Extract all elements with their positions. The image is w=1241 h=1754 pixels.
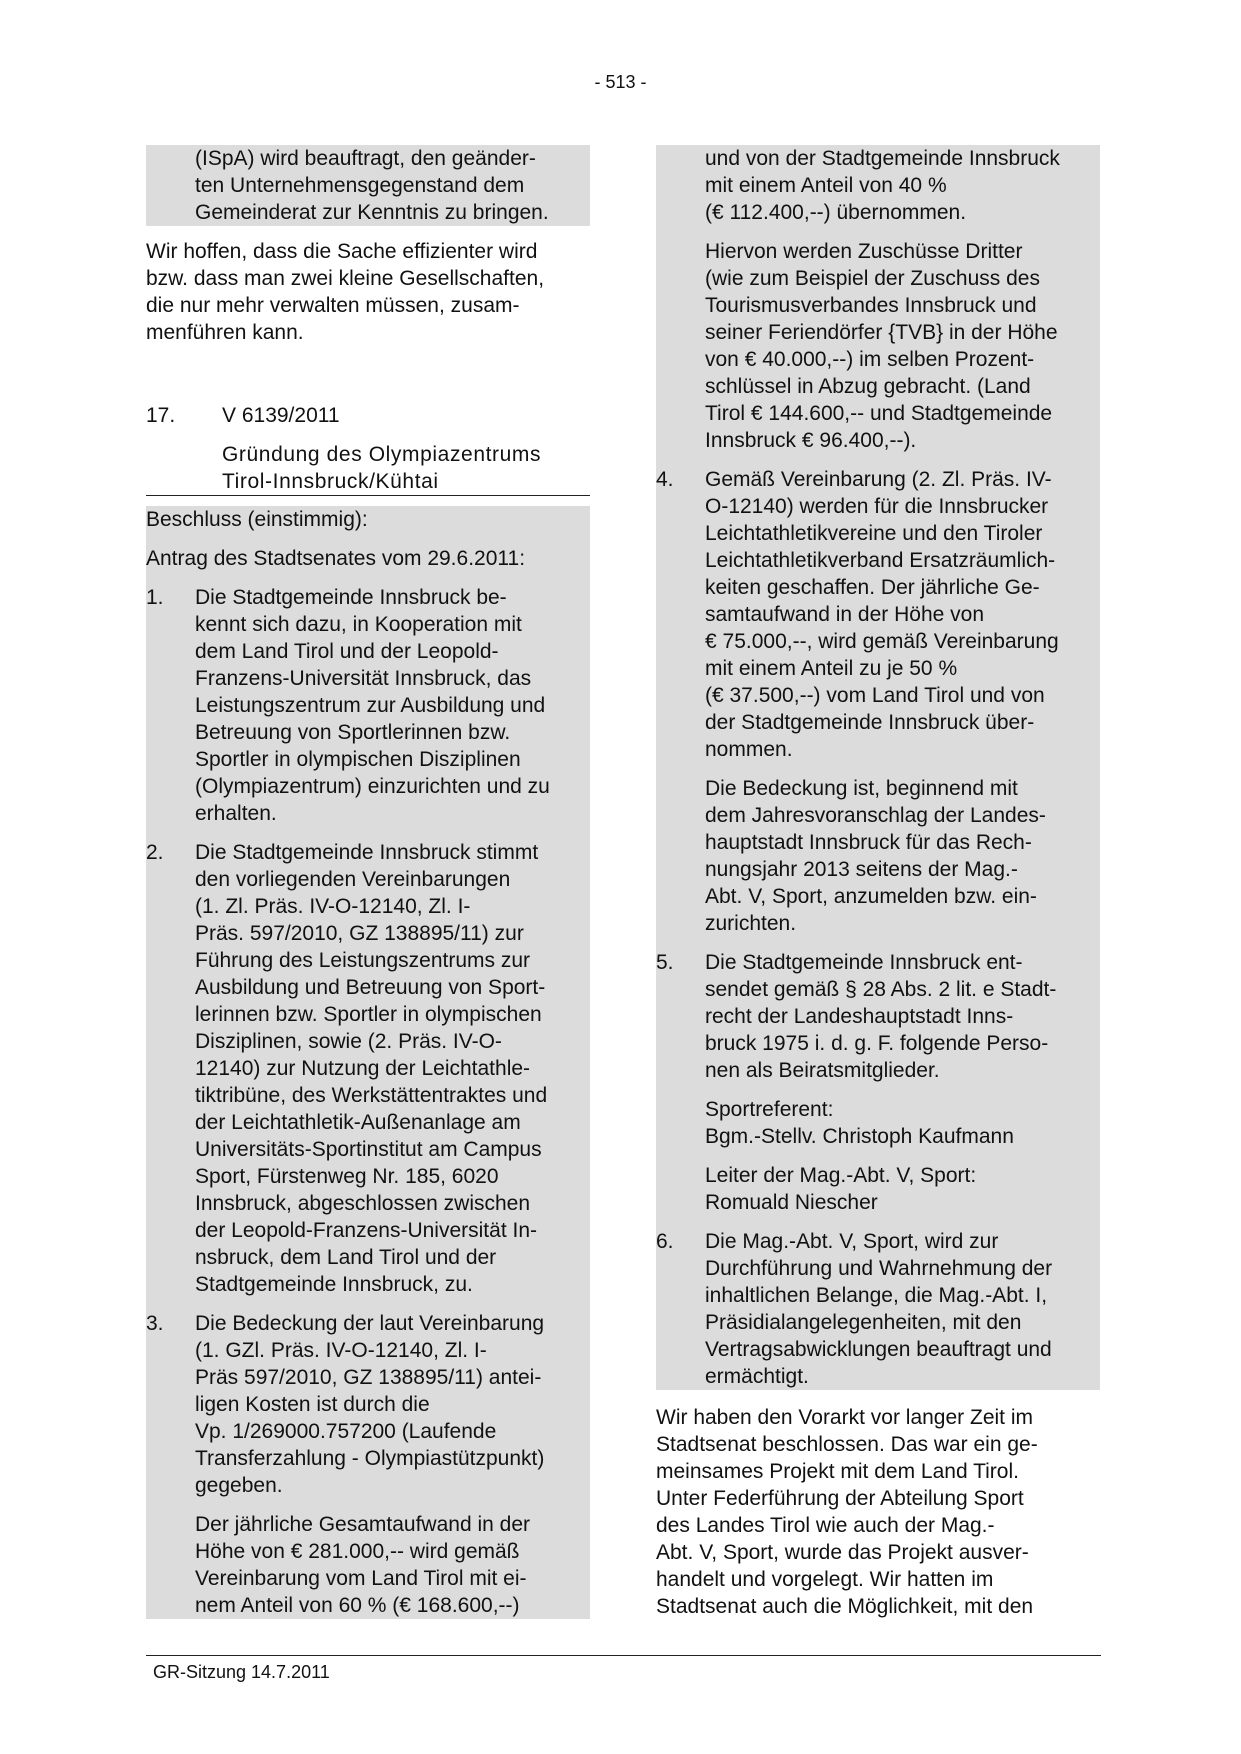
text-line: von € 40.000,--) im selben Prozent- bbox=[705, 348, 1035, 371]
agenda-item-number: 17. bbox=[146, 404, 176, 427]
text-line: Sport, Fürstenweg Nr. 185, 6020 bbox=[195, 1165, 499, 1188]
text-line: Innsbruck € 96.400,--). bbox=[705, 429, 917, 452]
text-line: Vertragsabwicklungen beauftragt und bbox=[705, 1338, 1052, 1361]
text-line: Bgm.-Stellv. Christoph Kaufmann bbox=[705, 1125, 1014, 1148]
text-line: (1. Zl. Präs. IV-O-12140, Zl. I- bbox=[195, 895, 471, 918]
text-line: Präs. 597/2010, GZ 138895/11) zur bbox=[195, 922, 524, 945]
list-item-text bbox=[705, 949, 1100, 1084]
list-item-text bbox=[195, 1310, 590, 1499]
text-line: nommen. bbox=[705, 738, 793, 761]
speech-paragraph bbox=[656, 1404, 1100, 1620]
text-line: Führung des Leistungszentrums zur bbox=[195, 949, 531, 972]
text-line: Höhe von € 281.000,-- wird gemäß bbox=[195, 1540, 520, 1563]
text-line: Stadtgemeinde Innsbruck, zu. bbox=[195, 1273, 473, 1296]
list-item-number: 3. bbox=[146, 1312, 164, 1335]
text-line: Präsidialangelegenheiten, mit den bbox=[705, 1311, 1022, 1334]
text-line: Stadtsenat beschlossen. Das war ein ge- bbox=[656, 1433, 1038, 1456]
text-line: nen als Beiratsmitglieder. bbox=[705, 1059, 940, 1082]
text-line: sendet gemäß § 28 Abs. 2 lit. e Stadt- bbox=[705, 978, 1057, 1001]
text-line: bruck 1975 i. d. g. F. folgende Perso- bbox=[705, 1032, 1049, 1055]
agenda-item-heading bbox=[146, 402, 590, 429]
text-line: samtaufwand in der Höhe von bbox=[705, 603, 984, 626]
text-line: und von der Stadtgemeinde Innsbruck bbox=[705, 147, 1060, 170]
page-number: - 513 - bbox=[594, 72, 647, 92]
list-item bbox=[146, 584, 590, 827]
text-line: des Landes Tirol wie auch der Mag.- bbox=[656, 1514, 995, 1537]
text-line: (ISpA) wird beauftragt, den geänder- bbox=[195, 147, 536, 170]
resolution-block-continued bbox=[656, 145, 1100, 1390]
list-item-number: 4. bbox=[656, 468, 674, 491]
text-line: Die Bedeckung ist, beginnend mit bbox=[705, 777, 1018, 800]
text-line: Tirol-Innsbruck/Kühtai bbox=[222, 470, 439, 493]
footer-divider bbox=[146, 1655, 1101, 1656]
text-line: Betreuung von Sportlerinnen bzw. bbox=[195, 721, 511, 744]
text-line: Die Stadtgemeinde Innsbruck be- bbox=[195, 586, 507, 609]
text-line: Transferzahlung - Olympiastützpunkt) bbox=[195, 1447, 545, 1470]
text-line: Die Stadtgemeinde Innsbruck stimmt bbox=[195, 841, 539, 864]
text-line: Durchführung und Wahrnehmung der bbox=[705, 1257, 1053, 1280]
text-line: Die Bedeckung der laut Vereinbarung bbox=[195, 1312, 545, 1335]
text-line: Abt. V, Sport, anzumelden bzw. ein- bbox=[705, 885, 1037, 908]
text-line: (wie zum Beispiel der Zuschuss des bbox=[705, 267, 1040, 290]
text-line: Wir hoffen, dass die Sache effizienter wird bbox=[146, 240, 538, 263]
text-line: Vp. 1/269000.757200 (Laufende bbox=[195, 1420, 497, 1443]
text-line: Leiter der Mag.-Abt. V, Sport: bbox=[705, 1164, 977, 1187]
text-line: Sportler in olympischen Disziplinen bbox=[195, 748, 521, 771]
text-line: nem Anteil von 60 % (€ 168.600,--) bbox=[195, 1594, 520, 1617]
text-line: bzw. dass man zwei kleine Gesellschaften, bbox=[146, 267, 545, 290]
text-line: seiner Feriendörfer {TVB} in der Höhe bbox=[705, 321, 1058, 344]
text-line: erhalten. bbox=[195, 802, 277, 825]
list-item-text bbox=[195, 584, 590, 827]
right-column bbox=[656, 145, 1100, 1620]
text-line: schlüssel in Abzug gebracht. (Land bbox=[705, 375, 1031, 398]
resolution-block bbox=[146, 506, 590, 1619]
list-item bbox=[656, 949, 1100, 1084]
text-line: ligen Kosten ist durch die bbox=[195, 1393, 430, 1416]
left-column bbox=[146, 145, 590, 1619]
text-line: nungsjahr 2013 seitens der Mag.- bbox=[705, 858, 1018, 881]
list-item bbox=[146, 1310, 590, 1499]
motion-date: Antrag des Stadtsenates vom 29.6.2011: bbox=[146, 547, 526, 570]
list-item bbox=[656, 1228, 1100, 1390]
text-line: kennt sich dazu, in Kooperation mit bbox=[195, 613, 522, 636]
text-line: Ausbildung und Betreuung von Sport- bbox=[195, 976, 546, 999]
text-line: der Leopold-Franzens-Universität In- bbox=[195, 1219, 537, 1242]
text-line: der Leichtathletik-Außenanlage am bbox=[195, 1111, 521, 1134]
text-line: Innsbruck, abgeschlossen zwischen bbox=[195, 1192, 531, 1215]
list-item-number: 1. bbox=[146, 586, 164, 609]
text-line: recht der Landeshauptstadt Inns- bbox=[705, 1005, 1014, 1028]
text-line: (€ 112.400,--) übernommen. bbox=[705, 201, 967, 224]
text-line: inhaltlichen Belange, die Mag.-Abt. I, bbox=[705, 1284, 1048, 1307]
text-line: die nur mehr verwalten müssen, zusam- bbox=[146, 294, 520, 317]
text-line: Hiervon werden Zuschüsse Dritter bbox=[705, 240, 1023, 263]
text-line: ermächtigt. bbox=[705, 1365, 809, 1388]
text-line: zurichten. bbox=[705, 912, 797, 935]
text-line: menführen kann. bbox=[146, 321, 304, 344]
text-line: Sportreferent: bbox=[705, 1098, 834, 1121]
text-line: (€ 37.500,--) vom Land Tirol und von bbox=[705, 684, 1045, 707]
text-line: Franzens-Universität Innsbruck, das bbox=[195, 667, 532, 690]
list-item bbox=[146, 839, 590, 1298]
list-item-text bbox=[705, 466, 1100, 763]
text-line: handelt und vorgelegt. Wir hatten im bbox=[656, 1568, 994, 1591]
list-item-subparagraph bbox=[146, 1511, 590, 1619]
text-line: mit einem Anteil zu je 50 % bbox=[705, 657, 958, 680]
text-line: Stadtsenat auch die Möglichkeit, mit den bbox=[656, 1595, 1034, 1618]
text-line: Universitäts-Sportinstitut am Campus bbox=[195, 1138, 542, 1161]
text-line: dem Jahresvoranschlag der Landes- bbox=[705, 804, 1046, 827]
text-line: Unter Federführung der Abteilung Sport bbox=[656, 1487, 1024, 1510]
text-line: Wir haben den Vorarkt vor langer Zeit im bbox=[656, 1406, 1033, 1429]
text-line: Leichtathletikvereine und den Tiroler bbox=[705, 522, 1043, 545]
text-line: der Stadtgemeinde Innsbruck über- bbox=[705, 711, 1035, 734]
text-line: Abt. V, Sport, wurde das Projekt ausver- bbox=[656, 1541, 1029, 1564]
text-line: Die Mag.-Abt. V, Sport, wird zur bbox=[705, 1230, 999, 1253]
text-line: 12140) zur Nutzung der Leichtathle- bbox=[195, 1057, 531, 1080]
list-item-subparagraph bbox=[656, 775, 1100, 937]
text-line: gegeben. bbox=[195, 1474, 283, 1497]
text-line: tiktribüne, des Werkstättentraktes und bbox=[195, 1084, 548, 1107]
list-item-subparagraph bbox=[656, 145, 1100, 226]
text-line: O-12140) werden für die Innsbrucker bbox=[705, 495, 1049, 518]
text-line: Gemäß Vereinbarung (2. Zl. Präs. IV- bbox=[705, 468, 1052, 491]
text-line: Tirol € 144.600,-- und Stadtgemeinde bbox=[705, 402, 1053, 425]
list-item-subparagraph bbox=[656, 238, 1100, 454]
list-item-number: 2. bbox=[146, 841, 164, 864]
text-line: (Olympiazentrum) einzurichten und zu bbox=[195, 775, 550, 798]
text-line: keiten geschaffen. Der jährliche Ge- bbox=[705, 576, 1040, 599]
list-item-text bbox=[195, 839, 590, 1298]
text-line: mit einem Anteil von 40 % bbox=[705, 174, 947, 197]
text-line: Präs 597/2010, GZ 138895/11) antei- bbox=[195, 1366, 542, 1389]
list-item-text bbox=[705, 1228, 1100, 1390]
board-member-department-head bbox=[656, 1162, 1100, 1216]
resolution-continuation bbox=[146, 145, 590, 226]
text-line: hauptstadt Innsbruck für das Rech- bbox=[705, 831, 1032, 854]
text-line: lerinnen bzw. Sportler in olympischen bbox=[195, 1003, 542, 1026]
agenda-item-reference: V 6139/2011 bbox=[222, 404, 340, 427]
text-line: Leichtathletikverband Ersatzräumlich- bbox=[705, 549, 1056, 572]
text-line: Leistungszentrum zur Ausbildung und bbox=[195, 694, 546, 717]
speech-paragraph bbox=[146, 238, 590, 346]
resolution-status: Beschluss (einstimmig): bbox=[146, 508, 368, 531]
text-line: Der jährliche Gesamtaufwand in der bbox=[195, 1513, 530, 1536]
text-line: Disziplinen, sowie (2. Präs. IV-O- bbox=[195, 1030, 502, 1053]
text-line: den vorliegenden Vereinbarungen bbox=[195, 868, 511, 891]
text-line: Gemeinderat zur Kenntnis zu bringen. bbox=[195, 201, 549, 224]
list-item-number: 6. bbox=[656, 1230, 674, 1253]
footer-session-date: GR-Sitzung 14.7.2011 bbox=[153, 1662, 330, 1682]
text-line: meinsames Projekt mit dem Land Tirol. bbox=[656, 1460, 1019, 1483]
text-line: dem Land Tirol und der Leopold- bbox=[195, 640, 499, 663]
board-member-sport-referent bbox=[656, 1096, 1100, 1150]
list-item-number: 5. bbox=[656, 951, 674, 974]
text-line: Tourismusverbandes Innsbruck und bbox=[705, 294, 1037, 317]
agenda-item-title bbox=[146, 441, 590, 496]
text-line: (1. GZl. Präs. IV-O-12140, Zl. I- bbox=[195, 1339, 487, 1362]
text-line: Vereinbarung vom Land Tirol mit ei- bbox=[195, 1567, 527, 1590]
text-line: Gründung des Olympiazentrums bbox=[222, 443, 542, 466]
list-item bbox=[656, 466, 1100, 763]
text-line: nsbruck, dem Land Tirol und der bbox=[195, 1246, 497, 1269]
text-line: ten Unternehmensgegenstand dem bbox=[195, 174, 525, 197]
text-line: Romuald Niescher bbox=[705, 1191, 878, 1214]
text-line: Die Stadtgemeinde Innsbruck ent- bbox=[705, 951, 1023, 974]
text-line: € 75.000,--, wird gemäß Vereinbarung bbox=[705, 630, 1059, 653]
